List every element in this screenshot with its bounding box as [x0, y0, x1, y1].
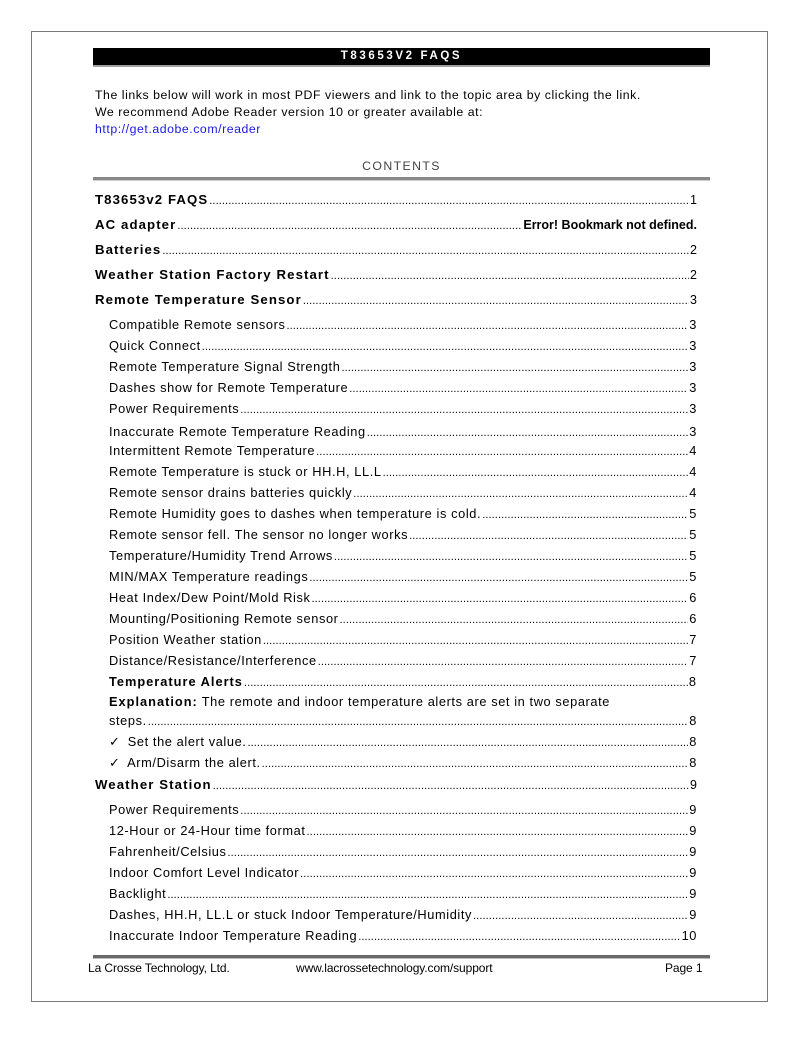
- toc-link-min-max[interactable]: [95, 569, 697, 584]
- toc-label: Backlight: [109, 886, 167, 901]
- toc-label: Batteries: [95, 242, 162, 257]
- toc-page-number: 3: [690, 293, 697, 307]
- toc-label: Quick Connect: [109, 338, 201, 353]
- toc-label: Dashes, HH.H, LL.L or stuck Indoor Temperature/Humidity: [109, 907, 473, 922]
- toc-link-inaccurate-indoor-reading[interactable]: [95, 928, 697, 943]
- toc-label: Remote Temperature Signal Strength: [109, 359, 341, 374]
- toc-page-number: 3: [689, 317, 697, 332]
- dot-leader: [353, 485, 688, 500]
- dot-leader: [349, 380, 688, 395]
- toc-link-indoor-dashes[interactable]: [95, 907, 697, 922]
- dot-leader: [341, 359, 688, 374]
- toc-page-number: 9: [689, 823, 697, 838]
- toc-link-intermittent-remote[interactable]: [95, 443, 697, 458]
- checkmark-icon: ✓: [109, 755, 121, 770]
- toc-label: AC adapter: [95, 217, 177, 232]
- toc-link-dashes-remote-temperature[interactable]: [95, 380, 697, 395]
- toc-label: Indoor Comfort Level Indicator: [109, 865, 300, 880]
- toc-label: Set the alert value.: [127, 734, 247, 749]
- toc-label: Remote Temperature Sensor: [95, 292, 302, 307]
- toc-link-power-requirements-station[interactable]: [95, 802, 697, 817]
- toc-link-factory-restart[interactable]: [95, 267, 697, 282]
- dot-leader: [316, 443, 688, 458]
- footer-page-number: Page 1: [665, 961, 703, 975]
- intro-line-1: The links below will work in most PDF viewers and link to the topic area by clicking the link.: [95, 88, 641, 102]
- toc-label: Temperature/Humidity Trend Arrows: [109, 548, 333, 563]
- dot-leader: [213, 777, 689, 792]
- dot-leader: [244, 674, 688, 689]
- toc-link-backlight[interactable]: [95, 886, 697, 901]
- toc-link-remote-stuck[interactable]: [95, 464, 697, 479]
- dot-leader: [148, 713, 689, 728]
- toc-page-number: 3: [689, 401, 697, 416]
- dot-leader: [309, 569, 688, 584]
- toc-label: Weather Station Factory Restart: [95, 267, 330, 282]
- toc-page-number: 5: [689, 506, 697, 521]
- toc-bookmark-error: Error! Bookmark not defined.: [523, 218, 697, 232]
- toc-page-number: 8: [688, 674, 697, 689]
- contents-heading: CONTENTS: [362, 159, 441, 173]
- page-title: T83653V2 FAQS: [93, 48, 710, 65]
- dot-leader: [263, 632, 688, 647]
- dot-leader: [240, 802, 688, 817]
- explanation-text: The remote and indoor temperature alerts are set in two separate: [197, 694, 611, 709]
- dot-leader: [312, 590, 689, 605]
- toc-label: Heat Index/Dew Point/Mold Risk: [109, 590, 311, 605]
- dot-leader: [482, 506, 688, 521]
- toc-link-sensor-fell[interactable]: [95, 527, 697, 542]
- toc-label: Inaccurate Indoor Temperature Reading: [109, 928, 358, 943]
- toc-page-number: 2: [690, 243, 697, 257]
- toc-label: Power Requirements: [109, 401, 240, 416]
- toc-label: Remote sensor fell. The sensor no longer works: [109, 527, 409, 542]
- toc-link-mounting-sensor[interactable]: [95, 611, 697, 626]
- toc-link-position-station[interactable]: [95, 632, 697, 647]
- explanation-label: Explanation:: [109, 694, 198, 709]
- intro-line-2: We recommend Adobe Reader version 10 or greater available at:: [95, 105, 484, 119]
- toc-link-arm-disarm-alert[interactable]: [95, 755, 697, 771]
- dot-leader: [162, 242, 689, 257]
- toc-link-t83653v2-faqs[interactable]: [95, 192, 697, 207]
- checkmark-icon: ✓: [109, 734, 121, 749]
- toc-page-number: 5: [689, 527, 697, 542]
- intro-paragraph: [95, 87, 735, 138]
- toc-page-number: 6: [689, 611, 697, 626]
- toc-label: T83653v2 FAQS: [95, 192, 209, 207]
- dot-leader: [331, 267, 689, 282]
- toc-label: Remote sensor drains batteries quickly: [109, 485, 353, 500]
- toc-label: Intermittent Remote Temperature: [109, 443, 316, 458]
- dot-leader: [240, 401, 688, 416]
- toc-label: Inaccurate Remote Temperature Reading: [109, 424, 366, 439]
- toc-page-number: 9: [689, 907, 697, 922]
- toc-link-signal-strength[interactable]: [95, 359, 697, 374]
- dot-leader: [177, 217, 522, 232]
- toc-page-number: 4: [689, 443, 697, 458]
- toc-page-number: 3: [689, 338, 697, 353]
- toc-link-remote-temperature-sensor[interactable]: [95, 292, 697, 307]
- toc-link-comfort-level[interactable]: [95, 865, 697, 880]
- toc-link-power-requirements-remote[interactable]: [95, 401, 697, 416]
- toc-link-weather-station[interactable]: [95, 777, 697, 792]
- toc-page-number: 3: [689, 424, 697, 439]
- dot-leader: [202, 338, 689, 353]
- toc-page-number: 9: [689, 802, 697, 817]
- toc-link-temperature-alerts[interactable]: [95, 674, 697, 689]
- toc-label: steps.: [109, 713, 147, 728]
- toc-page-number: 3: [689, 359, 697, 374]
- dot-leader: [247, 734, 688, 749]
- toc-link-inaccurate-remote-reading[interactable]: [95, 424, 697, 439]
- toc-link-ac-adapter[interactable]: [95, 217, 697, 232]
- toc-page-number: 8: [689, 713, 697, 728]
- dot-leader: [286, 317, 688, 332]
- dot-leader: [409, 527, 688, 542]
- toc-link-trend-arrows[interactable]: [95, 548, 697, 563]
- contents-divider: [93, 177, 710, 181]
- toc-label: Fahrenheit/Celsius: [109, 844, 227, 859]
- toc-link-time-format[interactable]: [95, 823, 697, 838]
- toc-link-heat-index[interactable]: [95, 590, 697, 605]
- toc-link-drains-batteries[interactable]: [95, 485, 697, 500]
- toc-page-number: 5: [689, 569, 697, 584]
- dot-leader: [367, 424, 689, 439]
- dot-leader: [358, 928, 680, 943]
- dot-leader: [262, 755, 689, 770]
- toc-label: 12-Hour or 24-Hour time format: [109, 823, 306, 838]
- toc-page-number: 10: [681, 928, 697, 943]
- footer-divider: [93, 955, 710, 959]
- toc-page-number: 9: [689, 844, 697, 859]
- toc-page-number: 5: [689, 548, 697, 563]
- toc-label: Temperature Alerts: [109, 674, 243, 689]
- toc-label: Compatible Remote sensors: [109, 317, 286, 332]
- toc-page-number: 6: [689, 590, 697, 605]
- toc-link-compatible-remote-sensors[interactable]: [95, 317, 697, 332]
- adobe-reader-link[interactable]: http://get.adobe.com/reader: [95, 122, 261, 136]
- dot-leader: [383, 464, 689, 479]
- dot-leader: [340, 611, 689, 626]
- dot-leader: [167, 886, 688, 901]
- toc-page-number: 3: [689, 380, 697, 395]
- toc-page-number: 8: [689, 755, 697, 770]
- toc-page-number: 7: [689, 632, 697, 647]
- toc-link-quick-connect[interactable]: [95, 338, 697, 353]
- toc-link-explanation-continued[interactable]: [95, 713, 697, 728]
- footer-company: La Crosse Technology, Ltd.: [88, 961, 230, 975]
- toc-page-number: 4: [689, 485, 697, 500]
- toc-link-fahrenheit-celsius[interactable]: [95, 844, 697, 859]
- toc-page-number: 2: [690, 268, 697, 282]
- toc-link-set-alert-value[interactable]: [95, 734, 697, 750]
- toc-link-explanation[interactable]: [109, 693, 697, 711]
- toc-link-humidity-dashes[interactable]: [95, 506, 697, 521]
- toc-page-number: 7: [689, 653, 697, 668]
- dot-leader: [303, 292, 689, 307]
- toc-label: Arm/Disarm the alert.: [127, 755, 261, 770]
- toc-page-number: 9: [689, 865, 697, 880]
- toc-page-number: 1: [690, 193, 697, 207]
- toc-label: Position Weather station: [109, 632, 262, 647]
- dot-leader: [300, 865, 688, 880]
- toc-label: MIN/MAX Temperature readings: [109, 569, 309, 584]
- toc-label: Remote Temperature is stuck or HH.H, LL.L: [109, 464, 382, 479]
- pdf-page: [31, 31, 768, 1002]
- toc-label: Remote Humidity goes to dashes when temperature is cold.: [109, 506, 482, 521]
- toc-link-batteries[interactable]: [95, 242, 697, 257]
- dot-leader: [307, 823, 689, 838]
- dot-leader: [334, 548, 688, 563]
- toc-label: Mounting/Positioning Remote sensor: [109, 611, 339, 626]
- toc-link-distance-interference[interactable]: [95, 653, 697, 668]
- dot-leader: [228, 844, 689, 859]
- toc-label: Dashes show for Remote Temperature: [109, 380, 349, 395]
- toc-label: Distance/Resistance/Interference: [109, 653, 317, 668]
- dot-leader: [318, 653, 689, 668]
- toc-label: Power Requirements: [109, 802, 240, 817]
- toc-page-number: 9: [689, 886, 697, 901]
- toc-label: Weather Station: [95, 777, 212, 792]
- footer-url: www.lacrossetechnology.com/support: [296, 961, 493, 975]
- toc-page-number: 4: [689, 464, 697, 479]
- dot-leader: [473, 907, 688, 922]
- dot-leader: [209, 192, 689, 207]
- toc-page-number: 8: [689, 734, 697, 749]
- toc-page-number: 9: [690, 778, 697, 792]
